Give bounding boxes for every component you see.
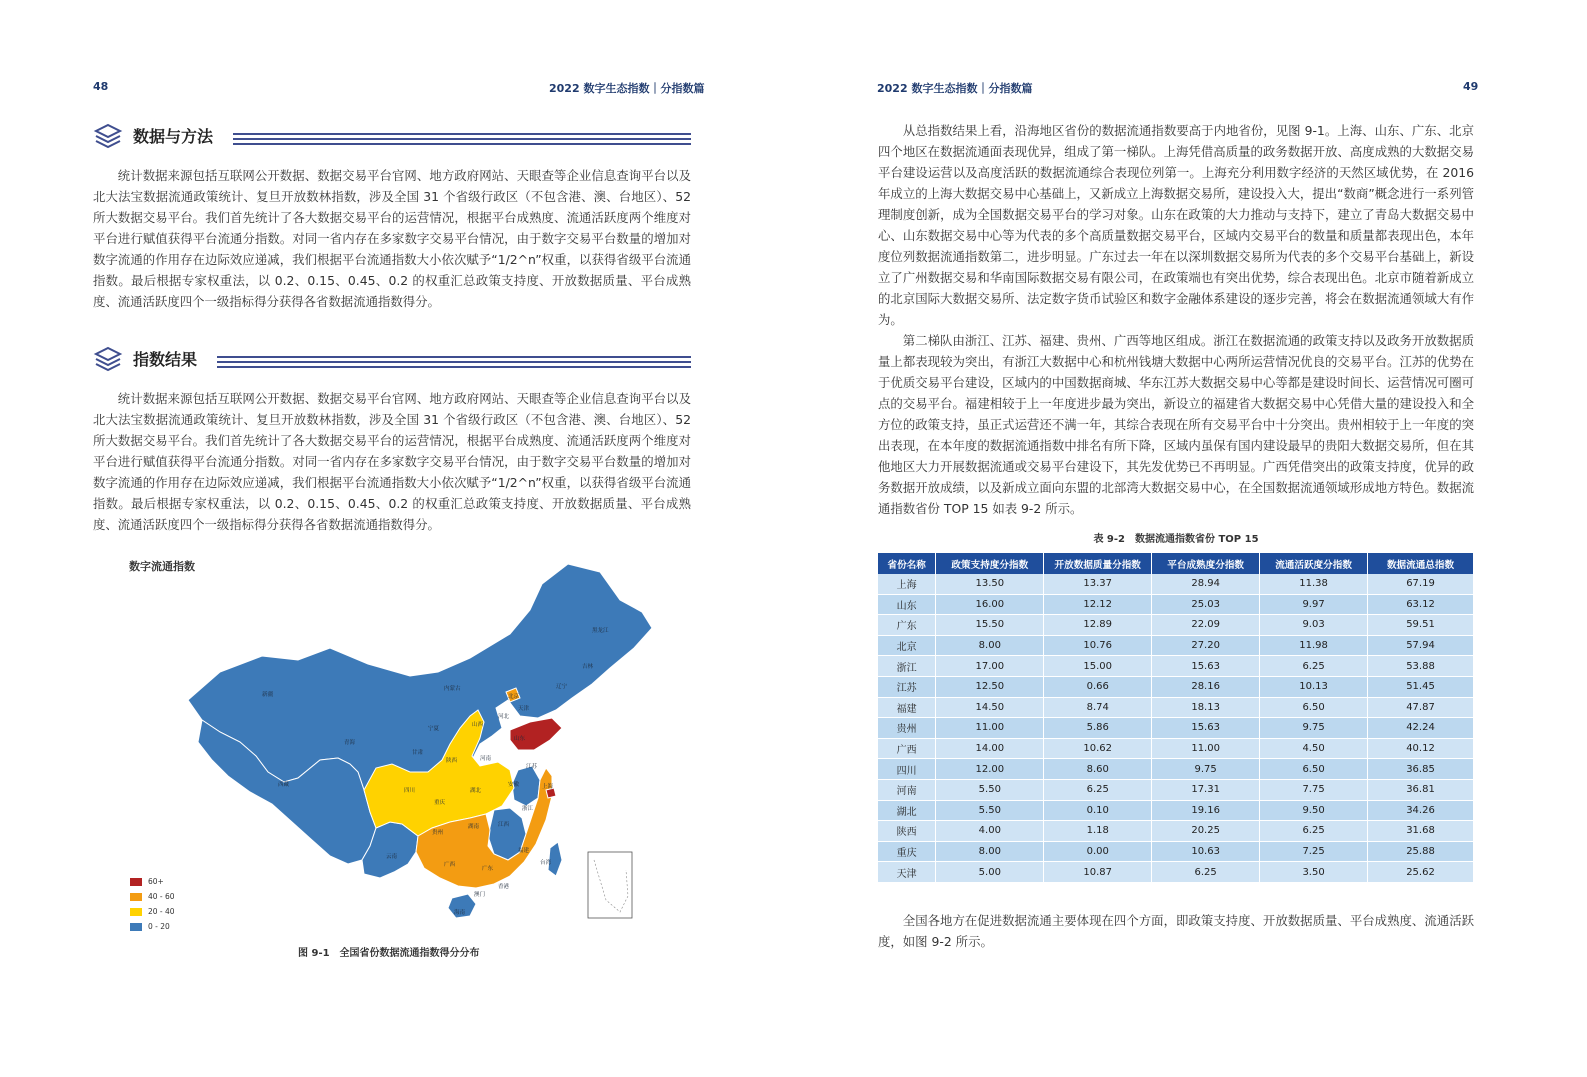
col-header: 数据流通总指数 [1368, 553, 1474, 574]
value-cell: 5.50 [936, 779, 1044, 800]
value-cell: 0.66 [1044, 676, 1152, 697]
province-cell: 上海 [878, 574, 936, 594]
heading-rule [217, 356, 691, 371]
value-cell: 53.88 [1368, 656, 1474, 677]
map-regions [188, 564, 652, 918]
value-cell: 18.13 [1152, 697, 1260, 718]
value-cell: 36.85 [1368, 759, 1474, 780]
value-cell: 16.00 [936, 594, 1044, 615]
value-cell: 7.25 [1260, 841, 1368, 862]
map-title: 数字流通指数 [129, 560, 195, 573]
label-jilin: 吉林 [582, 664, 594, 670]
label-xinjiang: 新疆 [262, 692, 274, 698]
value-cell: 3.50 [1260, 862, 1368, 883]
province-cell: 重庆 [878, 841, 936, 862]
table-row [878, 738, 1474, 759]
province-cell: 广东 [878, 615, 936, 636]
table-row [878, 718, 1474, 739]
table-row [878, 574, 1474, 594]
table-row [878, 615, 1474, 636]
table-row [878, 759, 1474, 780]
value-cell: 15.00 [1044, 656, 1152, 677]
left-page [0, 0, 790, 1077]
label-heilongjiang: 黑龙江 [592, 628, 609, 634]
label-shanghai: 上海 [542, 784, 554, 790]
value-cell: 10.87 [1044, 862, 1152, 883]
value-cell: 11.00 [936, 718, 1044, 739]
table-row [878, 841, 1474, 862]
value-cell: 15.50 [936, 615, 1044, 636]
province-cell: 北京 [878, 635, 936, 656]
value-cell: 6.50 [1260, 759, 1368, 780]
value-cell: 6.25 [1260, 821, 1368, 842]
value-cell: 67.19 [1368, 574, 1474, 594]
value-cell: 5.00 [936, 862, 1044, 883]
table-row [878, 697, 1474, 718]
value-cell: 5.50 [936, 800, 1044, 821]
value-cell: 25.03 [1152, 594, 1260, 615]
value-cell: 9.75 [1152, 759, 1260, 780]
value-cell: 9.03 [1260, 615, 1368, 636]
label-beijing: 北京 [508, 694, 520, 700]
label-guangdong: 广东 [482, 866, 494, 872]
value-cell: 8.00 [936, 841, 1044, 862]
value-cell: 12.89 [1044, 615, 1152, 636]
label-hebei: 河北 [498, 714, 510, 720]
province-cell: 四川 [878, 759, 936, 780]
value-cell: 5.86 [1044, 718, 1152, 739]
label-zhejiang: 浙江 [522, 806, 534, 812]
value-cell: 8.74 [1044, 697, 1152, 718]
col-header: 平台成熟度分指数 [1152, 553, 1260, 574]
closing-paragraph: 全国各地方在促进数据流通主要体现在四个方面，即政策支持度、开放数据质量、平台成熟度、流通活跃度，如图 9-2 所示。 [878, 913, 1474, 949]
label-aomen: 澳门 [474, 892, 486, 898]
label-hainan: 海南 [454, 910, 466, 916]
label-chongqing: 重庆 [434, 800, 446, 806]
table-row [878, 656, 1474, 677]
page-number: 49 [1463, 80, 1479, 93]
legend-item: 40 - 60 [130, 889, 175, 904]
legend-swatch [130, 878, 142, 886]
province-cell: 浙江 [878, 656, 936, 677]
value-cell: 31.68 [1368, 821, 1474, 842]
value-cell: 13.50 [936, 574, 1044, 594]
top15-table [878, 553, 1474, 883]
table-row [878, 594, 1474, 615]
label-jiangxi: 江西 [498, 822, 510, 828]
value-cell: 34.26 [1368, 800, 1474, 821]
section-heading-results [93, 345, 691, 375]
value-cell: 0.10 [1044, 800, 1152, 821]
col-header: 政策支持度分指数 [936, 553, 1044, 574]
value-cell: 47.87 [1368, 697, 1474, 718]
value-cell: 9.75 [1260, 718, 1368, 739]
legend-item: 0 - 20 [130, 919, 175, 934]
value-cell: 6.25 [1152, 862, 1260, 883]
layers-icon [93, 122, 123, 152]
province-cell: 天津 [878, 862, 936, 883]
region-60-shandong [510, 718, 562, 750]
value-cell: 42.24 [1368, 718, 1474, 739]
label-hubei: 湖北 [470, 788, 482, 794]
legend-item: 60+ [130, 874, 175, 889]
table-row [878, 779, 1474, 800]
label-jiangsu: 江苏 [526, 764, 538, 770]
label-shaanxi: 陕西 [446, 758, 458, 764]
label-taiwan: 台湾 [540, 860, 552, 866]
table-header-row [878, 553, 1474, 574]
value-cell: 7.75 [1260, 779, 1368, 800]
value-cell: 13.37 [1044, 574, 1152, 594]
table-row [878, 635, 1474, 656]
value-cell: 14.00 [936, 738, 1044, 759]
right-page [790, 0, 1587, 1077]
label-xizang: 西藏 [278, 782, 290, 788]
value-cell: 28.94 [1152, 574, 1260, 594]
value-cell: 10.13 [1260, 676, 1368, 697]
value-cell: 25.62 [1368, 862, 1474, 883]
label-sichuan: 四川 [404, 788, 416, 794]
province-cell: 山东 [878, 594, 936, 615]
province-cell: 江苏 [878, 676, 936, 697]
value-cell: 15.63 [1152, 718, 1260, 739]
value-cell: 17.00 [936, 656, 1044, 677]
legend-swatch [130, 893, 142, 901]
table-row [878, 862, 1474, 883]
value-cell: 36.81 [1368, 779, 1474, 800]
col-header: 流通活跃度分指数 [1260, 553, 1368, 574]
label-neimenggu: 内蒙古 [444, 686, 461, 692]
second-tier-paragraph: 第二梯队由浙江、江苏、福建、贵州、广西等地区组成。浙江在数据流通的政策支持以及政务开放数据质量上都表现较为突出，有浙江大数据中心和杭州钱塘大数据中心两所运营情况优良的交易平台。江苏的优势在于优质交易平台建设，区域内的中国数据商城、华东江苏大数据交易中心等都是建设时间长、运营情况可圈可点的交易平台。福建相较于上一年度进步最为突出，新设立的福建省大数据交易中心凭借大量的建设投入和全方位的政策支持，虽正式运营还不满一年，其综合表现在所有交易平台中十分突出。贵州相较于上一年度的突出表现，在本年度的数据流通指数中排名有所下降，区域内虽保有国内建设最早的贵阳大数据交易所，但在其他地区大力开展数据流通或交易平台建设下，其先发优势已不再明显。广西凭借突出的政策支持度，优异的政务数据开放成绩，以及新成立面向东盟的北部湾大数据交易中心，在全国数据流通领域形成地方特色。数据流通指数省份 TOP 15 如表 9-2 所示。 [878, 333, 1474, 516]
table-row [878, 676, 1474, 697]
overview-paragraph: 从总指数结果上看，沿海地区省份的数据流通指数要高于内地省份，见图 9-1。上海、山东、广东、北京四个地区在数据流通面表现优异，组成了第一梯队。上海凭借高质量的政务数据开放、高度成熟的大数据交易平台建设运营以及高度活跃的数据流通综合表现位列第一。上海充分利用数字经济的天然区域优势，在 2016 年成立的上海大数据交易中心基础上，又新成立上海数据交易所，建设投入大，提出“数商”概念进行一系列管理制度创新，成为全国数据交易平台的学习对象。山东在政策的大力推动与支持下，建立了青岛大数据交易中心、山东数据交易中心等为代表的多个高质量数据交易平台，区域内交易平台的数量和质量都表现出色，本年度位列数据流通指数第二，进步明显。广东过去一年在以深圳数据交易所为代表的多个交易平台基础上，新设立了广州数据交易和华南国际数据交易有限公司，在政策端也有突出优势，综合表现出色。北京市随着新成立的北京国际大数据交易所、法定数字货币试验区和数字金融体系建设的逐步完善，将会在数据流通领域大有作为。 [878, 123, 1474, 327]
layers-icon [93, 345, 123, 375]
province-cell: 陕西 [878, 821, 936, 842]
label-fujian: 福建 [518, 848, 530, 854]
label-xianggang: 香港 [498, 884, 510, 890]
label-liaoning: 辽宁 [556, 684, 568, 690]
value-cell: 28.16 [1152, 676, 1260, 697]
label-guangxi: 广西 [444, 862, 456, 868]
figure-caption: 图 9-1 全国省份数据流通指数得分分布 [298, 948, 480, 959]
running-title: 2022 数字生态指数｜分指数篇 [877, 82, 1033, 95]
value-cell: 57.94 [1368, 635, 1474, 656]
label-henan: 河南 [480, 756, 492, 762]
section-title: 指数结果 [133, 350, 198, 369]
value-cell: 20.25 [1152, 821, 1260, 842]
value-cell: 59.51 [1368, 615, 1474, 636]
running-title: 2022 数字生态指数｜分指数篇 [549, 82, 705, 95]
value-cell: 14.50 [936, 697, 1044, 718]
value-cell: 22.09 [1152, 615, 1260, 636]
value-cell: 9.50 [1260, 800, 1368, 821]
province-cell: 河南 [878, 779, 936, 800]
value-cell: 40.12 [1368, 738, 1474, 759]
province-cell: 贵州 [878, 718, 936, 739]
page-number: 48 [93, 80, 109, 93]
value-cell: 27.20 [1152, 635, 1260, 656]
value-cell: 12.50 [936, 676, 1044, 697]
label-gansu: 甘肃 [412, 750, 424, 756]
heading-rule [233, 133, 691, 148]
value-cell: 9.97 [1260, 594, 1368, 615]
col-header: 开放数据质量分指数 [1044, 553, 1152, 574]
value-cell: 17.31 [1152, 779, 1260, 800]
china-choropleth-map [180, 560, 660, 930]
label-guizhou: 贵州 [432, 830, 444, 836]
value-cell: 12.12 [1044, 594, 1152, 615]
value-cell: 10.76 [1044, 635, 1152, 656]
value-cell: 6.25 [1260, 656, 1368, 677]
value-cell: 51.45 [1368, 676, 1474, 697]
section-heading-methods [93, 122, 691, 152]
label-anhui: 安徽 [508, 782, 520, 788]
legend-swatch [130, 923, 142, 931]
value-cell: 6.50 [1260, 697, 1368, 718]
legend-swatch [130, 908, 142, 916]
value-cell: 10.62 [1044, 738, 1152, 759]
province-cell: 广西 [878, 738, 936, 759]
value-cell: 6.25 [1044, 779, 1152, 800]
value-cell: 10.63 [1152, 841, 1260, 862]
table-row [878, 800, 1474, 821]
label-qinghai: 青海 [344, 740, 356, 746]
value-cell: 4.50 [1260, 738, 1368, 759]
map-legend [130, 874, 175, 934]
table-row [878, 821, 1474, 842]
value-cell: 12.00 [936, 759, 1044, 780]
label-shanxi: 山西 [472, 722, 484, 728]
value-cell: 11.98 [1260, 635, 1368, 656]
value-cell: 25.88 [1368, 841, 1474, 862]
label-tianjin: 天津 [518, 706, 530, 712]
methods-paragraph: 统计数据来源包括互联网公开数据、数据交易平台官网、地方政府网站、天眼查等企业信息查询平台以及北大法宝数据流通政策统计、复旦开放数林指数，涉及全国 31 个省级行政区（不包含港、澳、台地区）、52 所大数据交易平台。我们首先统计了各大数据交易平台的运营情况，根据平台成熟度、流通活跃度两个维度对平台进行赋值获得平台流通分指数。对同一省内存在多家数字交易平台情况，由于数字交易平台数量的增加对数字流通的作用存在边际效应递减，我们根据平台流通指数大小依次赋予“1/2^n”权重，以获得省级平台流通指数。最后根据专家权重法，以 0.2、0.15、0.45、0.2 的权重汇总政策支持度、开放数据质量、平台成熟度、流通活跃度四个一级指标得分获得各省数据流通指数得分。 [93, 168, 691, 309]
value-cell: 63.12 [1368, 594, 1474, 615]
value-cell: 8.60 [1044, 759, 1152, 780]
value-cell: 8.00 [936, 635, 1044, 656]
section-title: 数据与方法 [133, 127, 214, 146]
value-cell: 19.16 [1152, 800, 1260, 821]
label-ningxia: 宁夏 [428, 726, 440, 732]
legend-item: 20 - 40 [130, 904, 175, 919]
value-cell: 0.00 [1044, 841, 1152, 862]
col-header: 省份名称 [878, 553, 936, 574]
label-hunan: 湖南 [468, 824, 480, 830]
value-cell: 11.38 [1260, 574, 1368, 594]
value-cell: 15.63 [1152, 656, 1260, 677]
province-cell: 福建 [878, 697, 936, 718]
table-caption: 表 9-2 数据流通指数省份 TOP 15 [1093, 534, 1259, 545]
value-cell: 1.18 [1044, 821, 1152, 842]
label-yunnan: 云南 [386, 854, 398, 860]
region-0-20-taiwan [548, 842, 562, 876]
label-shandong: 山东 [514, 736, 526, 742]
value-cell: 11.00 [1152, 738, 1260, 759]
value-cell: 4.00 [936, 821, 1044, 842]
results-paragraph: 统计数据来源包括互联网公开数据、数据交易平台官网、地方政府网站、天眼查等企业信息查询平台以及北大法宝数据流通政策统计、复旦开放数林指数，涉及全国 31 个省级行政区（不包含港、澳、台地区）、52 所大数据交易平台。我们首先统计了各大数据交易平台的运营情况，根据平台成熟度、流通活跃度两个维度对平台进行赋值获得平台流通分指数。对同一省内存在多家数字交易平台情况，由于数字交易平台数量的增加对数字流通的作用存在边际效应递减，我们根据平台流通指数大小依次赋予“1/2^n”权重，以获得省级平台流通指数。最后根据专家权重法，以 0.2、0.15、0.45、0.2 的权重汇总政策支持度、开放数据质量、平台成熟度、流通活跃度四个一级指标得分获得各省数据流通指数得分。 [93, 391, 691, 532]
province-cell: 湖北 [878, 800, 936, 821]
table-body [878, 574, 1474, 882]
